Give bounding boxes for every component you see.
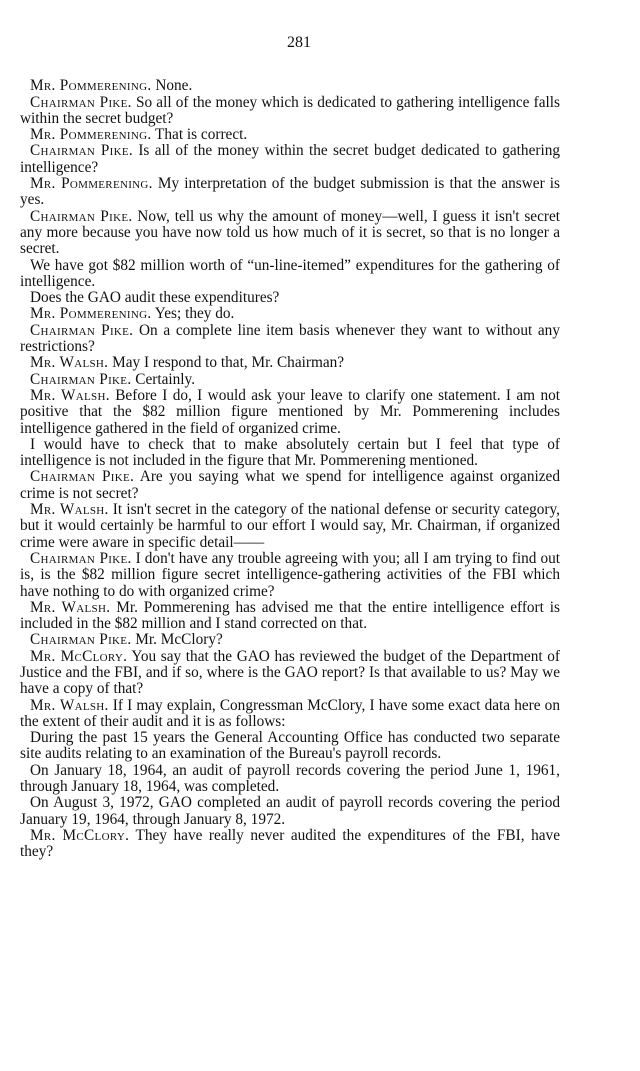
paragraph-text: During the past 15 years the General Accounting Office has conducted two separate site audits relating to an examination of the Bureau's payroll records.	[20, 729, 560, 763]
paragraph-text: Mr. McClory?	[131, 631, 223, 649]
speaker-name: Chairman Pike.	[30, 142, 133, 160]
paragraph-text: They have really never audited the expenditures of the FBI, have they?	[20, 826, 560, 861]
paragraph	[20, 388, 560, 437]
paragraph-text: Does the GAO audit these expenditures?	[30, 289, 280, 307]
paragraph	[20, 649, 560, 698]
paragraph-text: Mr. Pommerening has advised me that the entire intelligence effort is included in the $82 million and I stand corrected on that.	[20, 598, 560, 633]
paragraph	[20, 600, 560, 633]
paragraph-text: We have got $82 million worth of “un-line-itemed” expenditures for the gathering of intelligence.	[20, 256, 560, 290]
paragraph	[20, 828, 560, 861]
paragraph-text: On August 3, 1972, GAO completed an audit of payroll records covering the period January 19, 1964, through January 8, 1972.	[20, 794, 560, 828]
paragraph-text: Before I do, I would ask your leave to clarify one statement. I am not positive that the $82 million figure mentioned by Mr. Pommerening includes intelligence gathered in the field of organized crime.	[20, 386, 560, 437]
paragraph	[20, 290, 560, 306]
speaker-name: Mr. Walsh.	[30, 598, 111, 616]
paragraph-text: It isn't secret in the category of the national defense or security category, but it would certainly be harmful to our effort I would say, Mr. Chairman, if organized crime were aware in specific detail——	[20, 501, 560, 551]
paragraph	[20, 372, 560, 388]
speaker-name: Mr. Walsh.	[30, 501, 109, 519]
paragraph-text: Certainly.	[131, 370, 196, 388]
speaker-name: Chairman Pike.	[30, 631, 132, 649]
paragraph-text: If I may explain, Congressman McClory, I have some exact data here on the extent of their audit and it is as follows:	[20, 696, 560, 730]
speaker-name: Chairman Pike.	[30, 468, 135, 486]
paragraph	[20, 437, 560, 470]
speaker-name: Mr. Walsh.	[30, 696, 109, 714]
paragraph	[20, 306, 560, 322]
speaker-name: Chairman Pike.	[30, 549, 132, 567]
paragraph	[20, 258, 560, 291]
speaker-name: Mr. Walsh.	[30, 386, 110, 404]
paragraph-text: Are you saying what we spend for intelligence against organized crime is not secret?	[20, 468, 560, 502]
paragraph	[20, 795, 560, 828]
paragraph-text: Is all of the money within the secret budget dedicated to gathering intelligence?	[20, 142, 560, 176]
paragraph	[20, 632, 560, 648]
speaker-name: Mr. Pommerening.	[30, 126, 152, 144]
paragraph	[20, 355, 560, 371]
paragraph-text: On a complete line item basis whenever they want to without any restrictions?	[20, 321, 560, 356]
speaker-name: Chairman Pike.	[30, 93, 132, 111]
paragraph	[20, 469, 560, 502]
paragraph	[20, 730, 560, 763]
paragraph	[20, 323, 560, 356]
paragraph	[20, 78, 560, 94]
speaker-name: Chairman Pike.	[30, 207, 133, 225]
paragraph	[20, 763, 560, 796]
paragraph-text: So all of the money which is dedicated to gathering intelligence falls within the secret budget?	[20, 93, 560, 127]
paragraph-text: On January 18, 1964, an audit of payroll records covering the period June 1, 1961, through January 18, 1964, was completed.	[20, 761, 560, 796]
speaker-name: Chairman Pike.	[30, 321, 134, 339]
paragraph-text: I don't have any trouble agreeing with you; all I am trying to find out is, is the $82 million figure secret intelligence-gathering activities of the FBI which have nothing to do with organized crime?	[20, 549, 560, 600]
paragraph-text: That is correct.	[151, 126, 248, 144]
paragraph	[20, 127, 560, 143]
speaker-name: Mr. Pommerening.	[30, 175, 153, 193]
paragraph	[20, 143, 560, 176]
speaker-name: Mr. Walsh.	[30, 354, 109, 372]
page-number: 281	[287, 34, 311, 51]
speaker-name: Mr. Pommerening.	[30, 77, 152, 95]
paragraph	[20, 176, 560, 209]
paragraph-text: You say that the GAO has reviewed the budget of the Department of Justice and the FBI, and if so, where is the GAO report? Is that available to us? May we have a copy of that?	[20, 647, 560, 698]
paragraph	[20, 502, 560, 551]
paragraph	[20, 698, 560, 731]
paragraph-text: None.	[151, 77, 193, 95]
paragraph-text: My interpretation of the budget submission is that the answer is yes.	[20, 175, 561, 209]
paragraph	[20, 551, 560, 600]
paragraph-text: Yes; they do.	[151, 305, 235, 323]
paragraph-text: I would have to check that to make absolutely certain but I feel that type of intelligence is not included in the figure that Mr. Pommerening mentioned.	[20, 435, 560, 470]
body-text	[20, 78, 560, 860]
paragraph-text: May I respond to that, Mr. Chairman?	[108, 354, 345, 372]
paragraph	[20, 95, 560, 128]
speaker-name: Chairman Pike.	[30, 370, 132, 388]
document-page	[20, 0, 560, 861]
speaker-name: Mr. McClory.	[30, 647, 128, 665]
speaker-name: Mr. McClory.	[30, 826, 130, 844]
paragraph-text: Now, tell us why the amount of money—well, I guess it isn't secret any more because you have now told us how much of it is secret, so that is no longer a secret.	[20, 207, 560, 258]
paragraph	[20, 209, 560, 258]
speaker-name: Mr. Pommerening.	[30, 305, 152, 323]
